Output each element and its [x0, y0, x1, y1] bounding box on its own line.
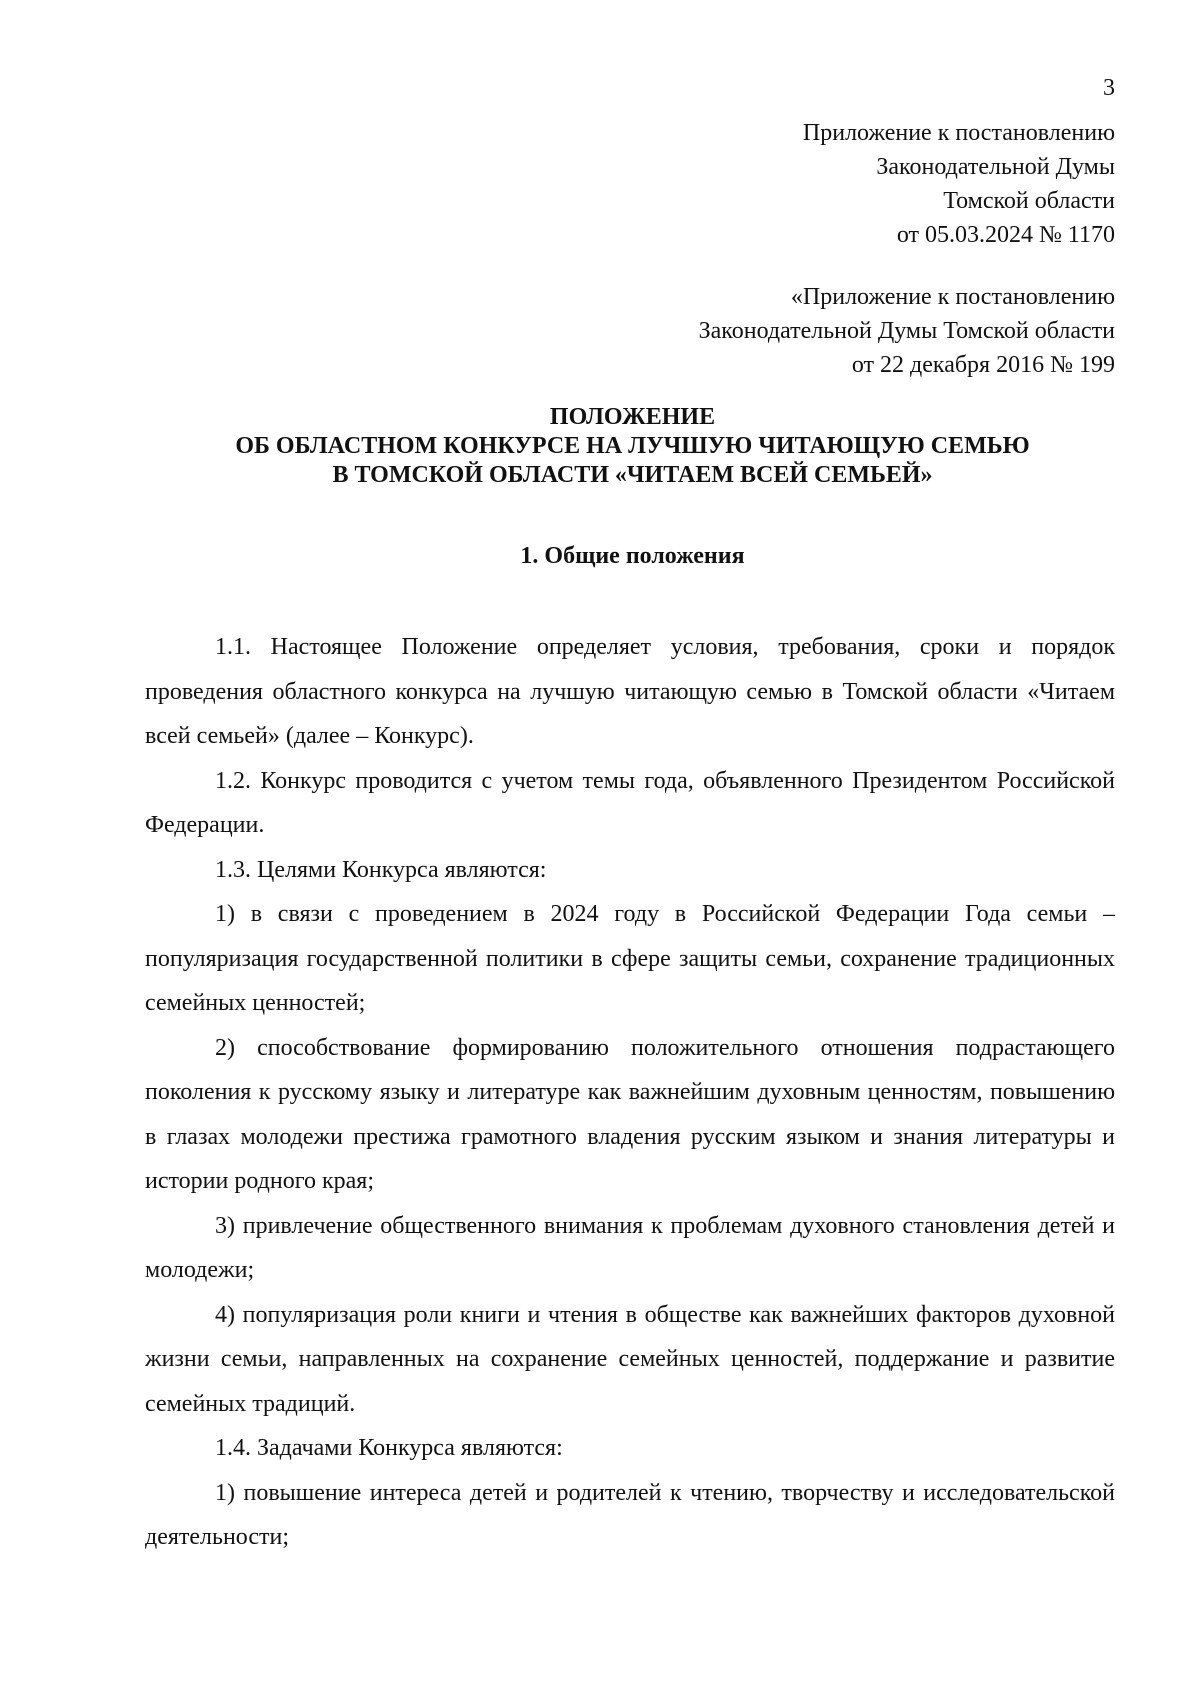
list-item-goal-1: 1) в связи с проведением в 2024 году в Российской Федерации Года семьи – популяризация государственной политики в сфере защиты семьи, сохранение традиционных семейных ценностей;: [145, 901, 1115, 1016]
list-item-goal-4: 4) популяризация роли книги и чтения в обществе как важнейших факторов духовной жизни семьи, направленных на сохранение семейных ценностей, поддержание и развитие семейных традиций.: [145, 1301, 1115, 1417]
list-item-task-1: 1) повышение интереса детей и родителей к чтению, творчеству и исследовательской деятельности;: [145, 1479, 1115, 1550]
title-line: ПОЛОЖЕНИЕ: [549, 404, 716, 430]
annex-current-line: Законодательной Думы: [876, 154, 1115, 180]
annex-original-line: Законодательной Думы Томской области: [698, 318, 1115, 344]
paragraph-1-4: 1.4. Задачами Конкурса являются:: [215, 1435, 563, 1461]
paragraph-1-3: 1.3. Целями Конкурса являются:: [215, 856, 547, 883]
annex-original-line: «Приложение к постановлению: [790, 284, 1115, 310]
paragraph-1-1: 1.1. Настоящее Положение определяет условия, требования, сроки и порядок проведения областного конкурса на лучшую читающую семью в Томской области «Читаем всей семьей» (далее – Конкурс).: [145, 634, 1115, 749]
document-title: [90, 403, 1175, 490]
annex-original-date: от 22 декабря 2016 № 199: [851, 352, 1115, 378]
section-body: [145, 625, 1115, 1560]
title-line: ОБ ОБЛАСТНОМ КОНКУРСЕ НА ЛУЧШУЮ ЧИТАЮЩУЮ СЕМЬЮ: [235, 433, 1030, 459]
annex-current-line: Томской области: [943, 188, 1115, 214]
section-heading: 1. Общие положения: [520, 543, 745, 569]
paragraph-1-2: 1.2. Конкурс проводится с учетом темы года, объявленного Президентом Российской Федерации.: [145, 767, 1115, 838]
annex-header-original: [415, 280, 1115, 382]
annex-current-date: от 05.03.2024 № 1170: [896, 222, 1115, 248]
list-item-goal-2: 2) способствование формированию положительного отношения подрастающего поколения к русскому языку и литературе как важнейшим духовным ценностям, повышению в глазах молодежи престижа грамотного владения русским языком и знания литературы и истории родного края;: [145, 1034, 1115, 1194]
title-line: В ТОМСКОЙ ОБЛАСТИ «ЧИТАЕМ ВСЕЙ СЕМЬЕЙ»: [332, 462, 933, 488]
list-item-goal-3: 3) привлечение общественного внимания к проблемам духовного становления детей и молодежи;: [145, 1212, 1115, 1283]
page-number: 3: [1103, 75, 1115, 101]
annex-current-line: Приложение к постановлению: [802, 120, 1115, 146]
annex-header-current: [415, 116, 1115, 252]
